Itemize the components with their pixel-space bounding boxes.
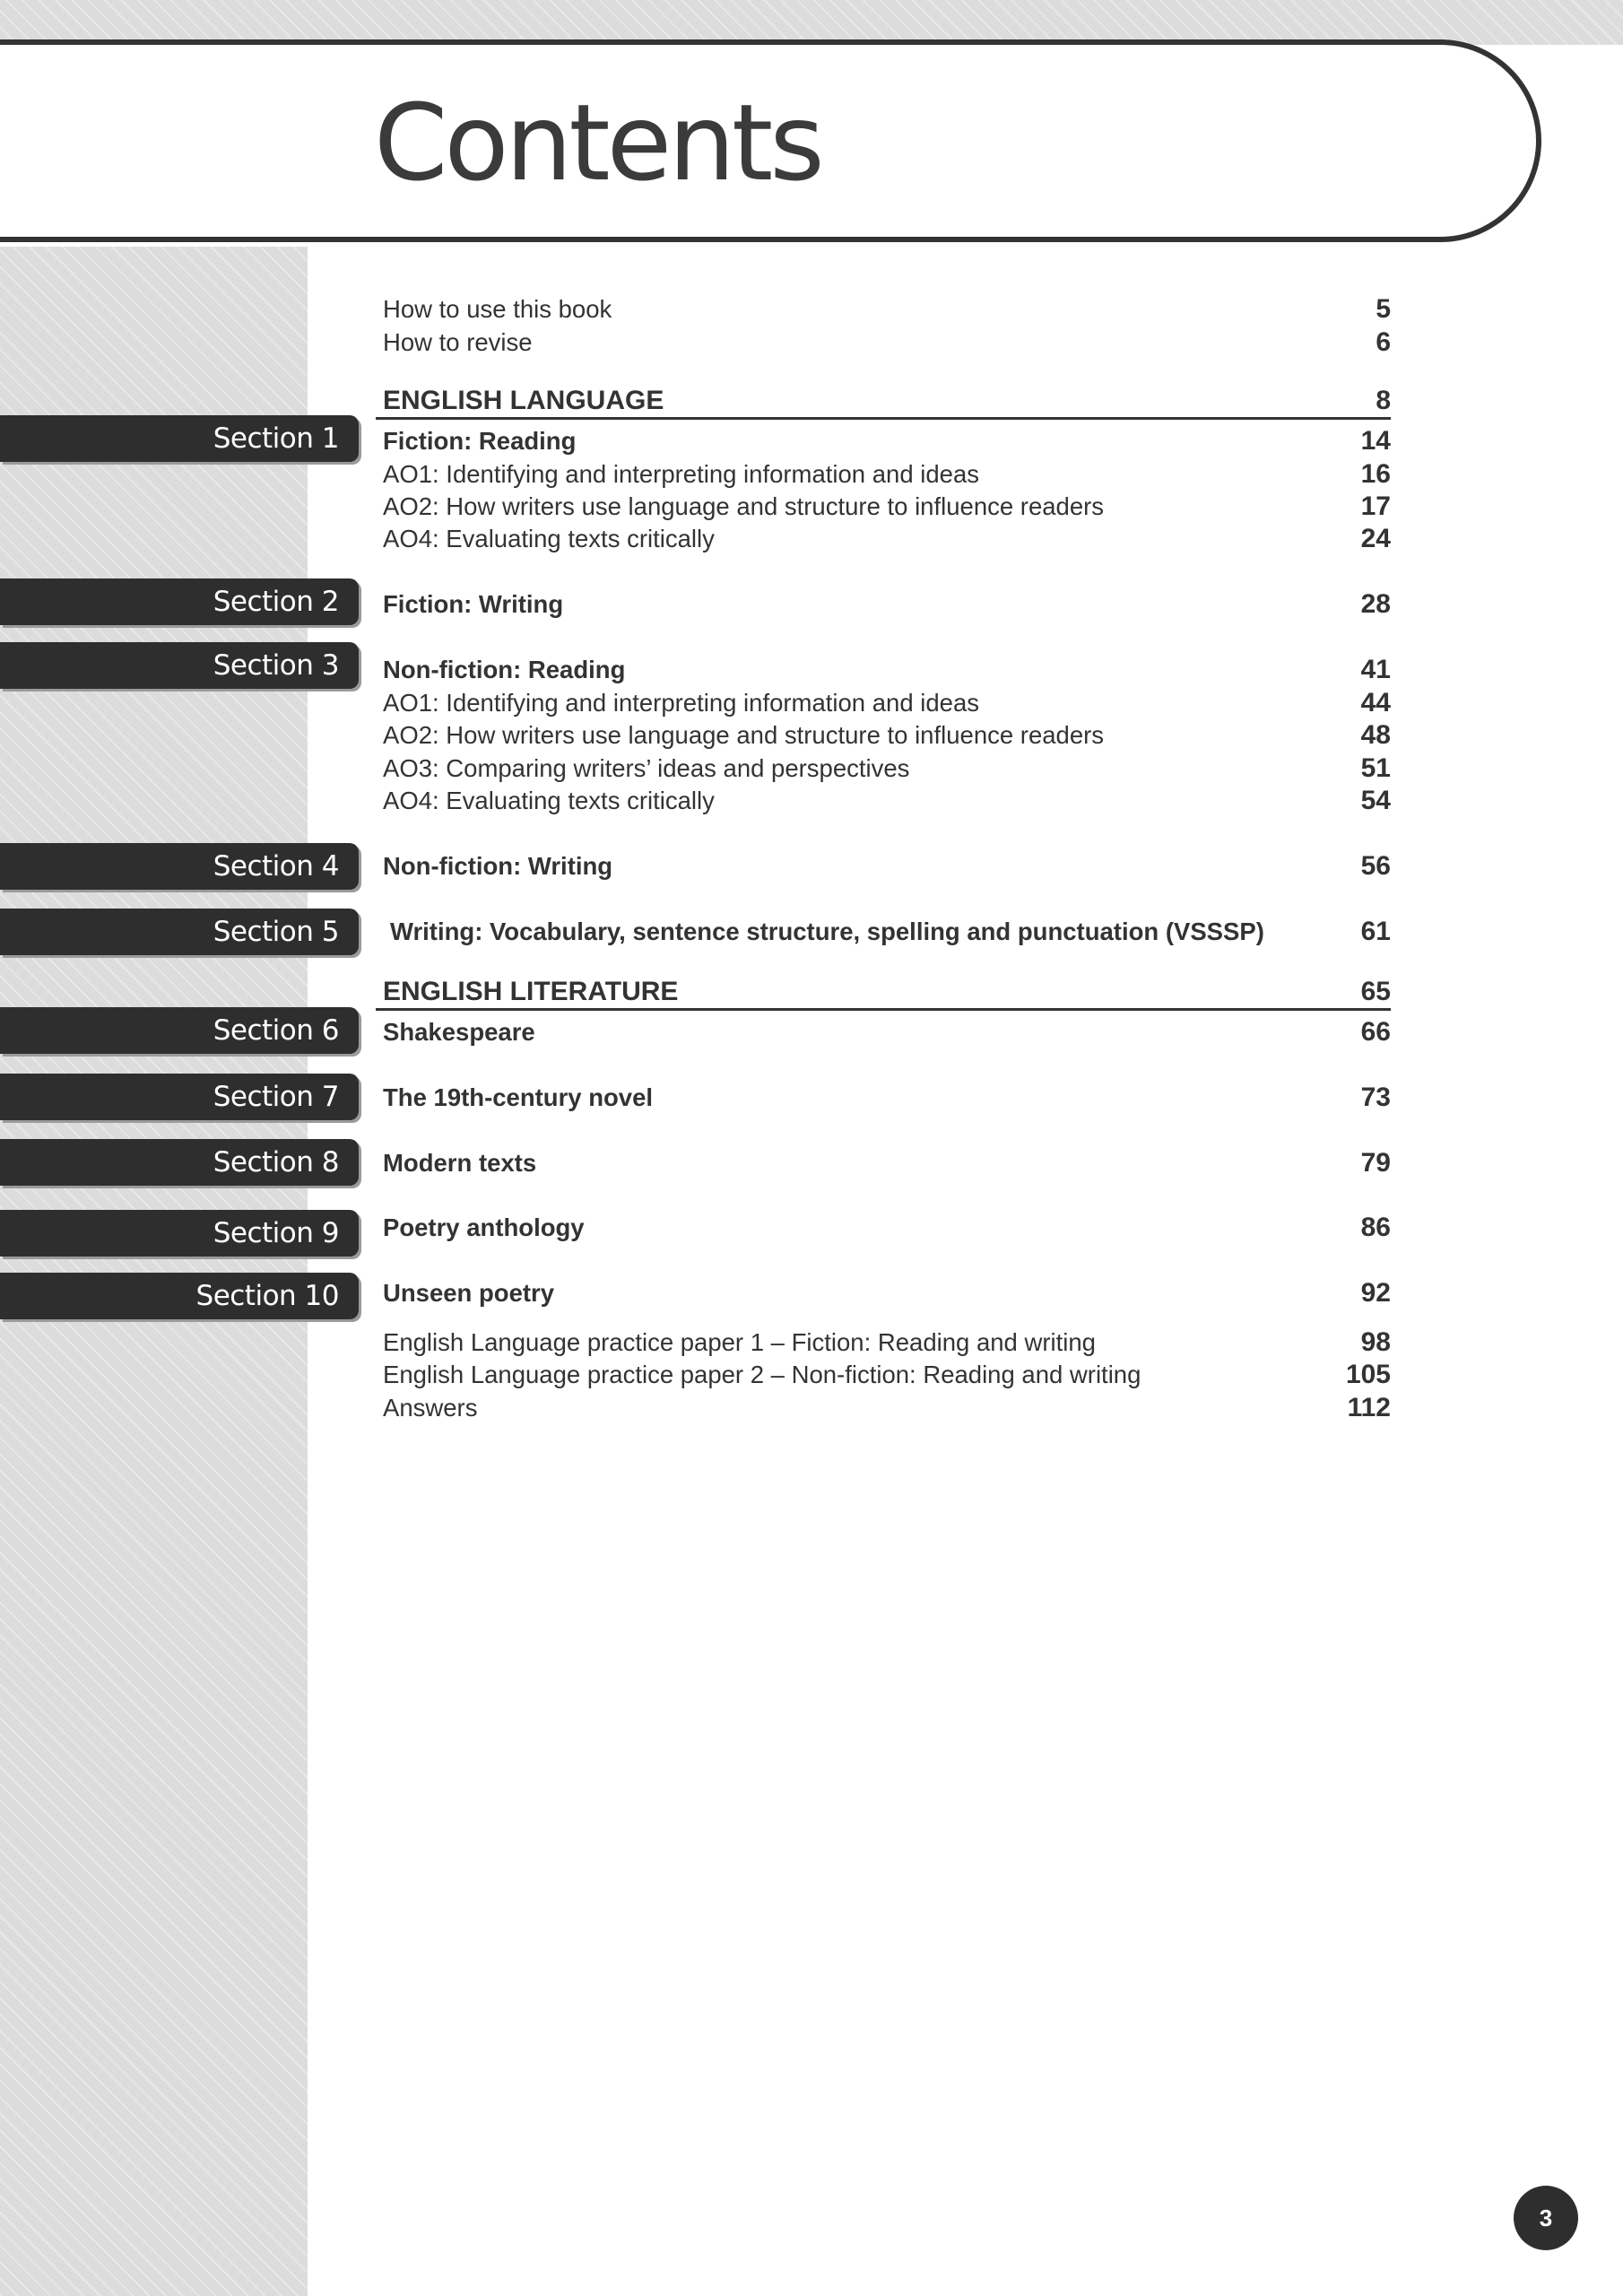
- heading-page: 8: [1376, 385, 1391, 415]
- toc-entry-title: Answers: [383, 1394, 478, 1422]
- toc-entry-page: 112: [1347, 1393, 1391, 1422]
- toc-entry-title: How to use this book: [383, 295, 612, 323]
- section-tab-3[interactable]: Section 3: [0, 642, 359, 689]
- section-tab-5[interactable]: Section 5: [0, 909, 359, 955]
- toc-entry-title: How to revise: [383, 328, 533, 356]
- toc-entry-page: 51: [1360, 753, 1391, 783]
- page-number-badge: 3: [1514, 2186, 1578, 2250]
- toc-entry-page: 28: [1360, 589, 1391, 619]
- toc-entry[interactable]: [383, 293, 1391, 326]
- toc-entry-title: English Language practice paper 1 – Fiction: Reading and writing: [383, 1328, 1096, 1356]
- toc-entry[interactable]: [383, 491, 1391, 523]
- toc-entry-title: English Language practice paper 2 – Non-fiction: Reading and writing: [383, 1361, 1141, 1388]
- toc-entry[interactable]: [383, 752, 1391, 785]
- section-tab-4[interactable]: Section 4: [0, 843, 359, 890]
- section-tab-7[interactable]: Section 7: [0, 1074, 359, 1120]
- heading-page: 65: [1360, 976, 1391, 1006]
- toc-entry-title: AO2: How writers use language and structure to influence readers: [383, 721, 1105, 749]
- toc-entry-title: The 19th-century novel: [383, 1083, 654, 1111]
- toc-entry-page: 14: [1360, 426, 1391, 456]
- toc-entry-poetry-anthology[interactable]: [383, 1212, 1391, 1244]
- toc-entry-title: AO4: Evaluating texts critically: [383, 787, 715, 814]
- toc-entry-nonfiction-writing[interactable]: [383, 850, 1391, 883]
- section-tab-6[interactable]: Section 6: [0, 1007, 359, 1054]
- toc-entry-shakespeare[interactable]: [383, 1016, 1391, 1048]
- toc-entry-modern-texts[interactable]: [383, 1147, 1391, 1179]
- toc-entry-title: Unseen poetry: [383, 1279, 555, 1307]
- toc-entry-title: Non-fiction: Writing: [383, 852, 613, 880]
- toc-entry-fiction-reading[interactable]: [383, 425, 1391, 457]
- toc-entry[interactable]: [383, 458, 1391, 491]
- toc-entry-vsssp[interactable]: [390, 916, 1391, 948]
- section-tab-1[interactable]: Section 1: [0, 415, 359, 462]
- section-tab-10[interactable]: Section 10: [0, 1273, 359, 1319]
- toc-entry-title: Fiction: Writing: [383, 590, 564, 618]
- toc-entry-title: Writing: Vocabulary, sentence structure, spelling and punctuation (VSSSP): [390, 918, 1264, 945]
- toc-entry-page: 24: [1360, 524, 1391, 553]
- toc-entry-title: Shakespeare: [383, 1018, 535, 1046]
- toc-entry-page: 86: [1360, 1213, 1391, 1242]
- top-band: [0, 0, 1623, 45]
- heading-title: ENGLISH LANGUAGE: [383, 385, 664, 415]
- toc-entry-title: Modern texts: [383, 1149, 537, 1177]
- toc-entry-page: 98: [1360, 1327, 1391, 1357]
- toc-entry-title: AO3: Comparing writers’ ideas and perspectives: [383, 754, 910, 782]
- toc-entry-page: 79: [1360, 1148, 1391, 1178]
- toc-entry[interactable]: [383, 523, 1391, 555]
- toc-entry-page: 17: [1360, 491, 1391, 521]
- toc-entry[interactable]: [383, 785, 1391, 817]
- heading-title: ENGLISH LITERATURE: [383, 976, 679, 1006]
- toc-entry-page: 54: [1360, 786, 1391, 815]
- toc-entry-page: 61: [1360, 917, 1391, 946]
- toc-entry-page: 48: [1360, 720, 1391, 750]
- toc-entry-title: AO1: Identifying and interpreting information and ideas: [383, 460, 979, 488]
- toc-entry-page: 66: [1360, 1017, 1391, 1047]
- english-literature-heading[interactable]: [376, 975, 1391, 1011]
- toc-entry-page: 105: [1345, 1360, 1391, 1389]
- english-language-heading[interactable]: [376, 384, 1391, 420]
- toc-entry-page: 73: [1360, 1083, 1391, 1112]
- toc-entry[interactable]: [383, 1392, 1391, 1424]
- toc-entry-title: AO1: Identifying and interpreting information and ideas: [383, 689, 979, 717]
- toc-entry[interactable]: [383, 687, 1391, 719]
- toc-entry-page: 41: [1360, 655, 1391, 684]
- toc-entry-page: 92: [1360, 1278, 1391, 1308]
- toc-entry-title: Non-fiction: Reading: [383, 656, 626, 683]
- toc-entry-page: 16: [1360, 459, 1391, 489]
- toc-entry[interactable]: [383, 1326, 1391, 1359]
- toc-entry-title: AO2: How writers use language and structure to influence readers: [383, 492, 1105, 520]
- toc-entry-page: 56: [1360, 851, 1391, 881]
- toc-entry[interactable]: [383, 1359, 1391, 1391]
- sidebar-background: [0, 247, 308, 2296]
- toc-entry-nonfiction-reading[interactable]: [383, 654, 1391, 686]
- page-title: Contents: [374, 81, 821, 204]
- toc-entry-fiction-writing[interactable]: [383, 588, 1391, 621]
- toc-entry-title: AO4: Evaluating texts critically: [383, 525, 715, 552]
- toc-entry-page: 6: [1376, 327, 1391, 357]
- toc-entry-page: 5: [1376, 294, 1391, 324]
- section-tab-8[interactable]: Section 8: [0, 1139, 359, 1186]
- toc-entry-page: 44: [1360, 688, 1391, 718]
- section-tab-2[interactable]: Section 2: [0, 578, 359, 625]
- toc-entry[interactable]: [383, 719, 1391, 752]
- toc-entry-unseen-poetry[interactable]: [383, 1277, 1391, 1309]
- toc-entry[interactable]: [383, 326, 1391, 359]
- toc-entry-title: Poetry anthology: [383, 1213, 585, 1241]
- toc-entry-title: Fiction: Reading: [383, 427, 577, 455]
- toc-entry-novel[interactable]: [383, 1082, 1391, 1114]
- section-tab-9[interactable]: Section 9: [0, 1210, 359, 1257]
